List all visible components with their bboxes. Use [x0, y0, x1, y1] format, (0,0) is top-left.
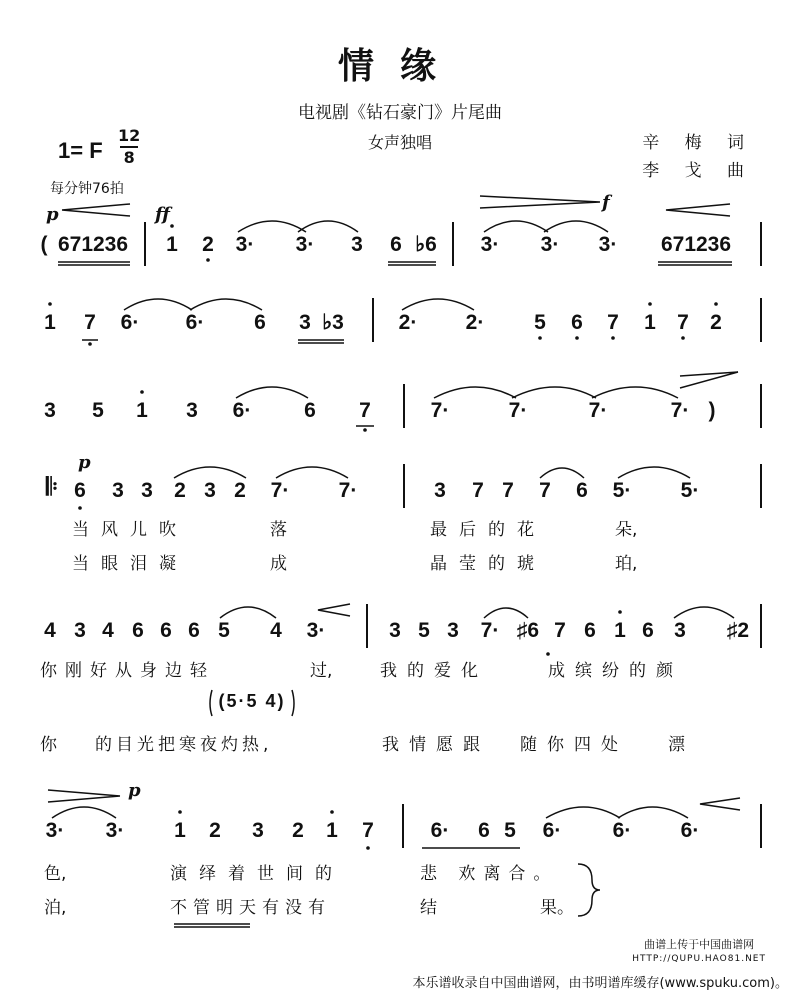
note: 3 [112, 479, 124, 502]
note: 1 [166, 233, 178, 256]
note: 1 [44, 311, 56, 334]
lyric-verse2: 结 [420, 898, 437, 918]
dynamic-ff: ff [155, 204, 170, 225]
note: 3 [434, 479, 446, 502]
note: 3 [44, 399, 56, 422]
note: 3· [295, 233, 315, 256]
song-subtitle: 电视剧《钻石豪门》片尾曲 [298, 103, 502, 123]
note: 3 [351, 233, 363, 256]
note: 7· [670, 399, 690, 422]
note: 6 [304, 399, 316, 422]
note: 6· [430, 819, 450, 842]
note: 5 [218, 619, 230, 642]
note: 2 [174, 479, 186, 502]
lyric-verse2: 果。 [540, 898, 574, 918]
note: 3 [447, 619, 459, 642]
note: 5 [418, 619, 430, 642]
note: 2 [710, 311, 722, 334]
note: 1 [326, 819, 338, 842]
note: 3 [299, 311, 311, 334]
note: 7 [554, 619, 566, 642]
lyric-verse1: 色, [44, 864, 67, 884]
note: 1 [174, 819, 186, 842]
time-numerator: 12 [118, 126, 141, 145]
composer-credit: 李 戈 曲 [642, 161, 754, 181]
source-notice: 本乐谱收录自中国曲谱网，由书明谱库缓存(www.spuku.com)。 [412, 976, 788, 991]
dynamic-p: p [46, 204, 59, 225]
site-url[interactable]: HTTP://QUPU.HAO81.NET [632, 954, 766, 964]
note: 6 [74, 479, 86, 502]
note: 6 [571, 311, 583, 334]
lyric-verse1: 你刚好从身边轻 [40, 661, 215, 681]
lyric-verse1: 成缤纷的颜 [548, 661, 683, 681]
note: 6 [132, 619, 144, 642]
open-paren: ( [40, 233, 48, 256]
note: 3· [306, 619, 326, 642]
note: 3· [235, 233, 255, 256]
note: 3 [204, 479, 216, 502]
note: 3 [186, 399, 198, 422]
lyric-verse2: 你 [40, 735, 57, 755]
note: 4 [102, 619, 114, 642]
note: 6· [542, 819, 562, 842]
note: 7 [359, 399, 371, 422]
lyric-verse2: 漂 [668, 735, 685, 755]
note: 2 [209, 819, 221, 842]
note: 7 [362, 819, 374, 842]
lyricist-credit: 辛 梅 词 [642, 133, 754, 153]
note: 3· [105, 819, 125, 842]
note: 7· [338, 479, 358, 502]
note: 7 [539, 479, 551, 502]
lyric-verse1: 当风儿吹 [72, 520, 188, 540]
key-signature: 1= F [58, 138, 103, 163]
note: 2 [202, 233, 214, 256]
lyric-verse2: 泊, [44, 898, 67, 918]
note: 4 [44, 619, 56, 642]
note: 7 [84, 311, 96, 334]
note: 6 [160, 619, 172, 642]
repeat-start-sign: 𝄆 [46, 474, 58, 501]
note: 3· [45, 819, 65, 842]
note: 6· [185, 311, 205, 334]
note: 7 [502, 479, 514, 502]
lyric-verse2: 随你四处 [520, 735, 628, 755]
note: 1 [644, 311, 656, 334]
note: 7 [677, 311, 689, 334]
note: 5 [534, 311, 546, 334]
note: 3 [252, 819, 264, 842]
note: 6· [232, 399, 252, 422]
note: ♭6 [415, 233, 437, 256]
note: 3· [540, 233, 560, 256]
note: 5· [612, 479, 632, 502]
note: 2 [292, 819, 304, 842]
alternate-notes: (5·5 4) [218, 691, 286, 711]
lyric-verse2: 的目光把寒夜灼热, [95, 735, 273, 755]
note: 4 [270, 619, 282, 642]
note: 1 [614, 619, 626, 642]
note: 7· [588, 399, 608, 422]
tempo-marking: 每分钟76拍 [50, 181, 124, 197]
note: 3· [480, 233, 500, 256]
note: 2 [234, 479, 246, 502]
note: 3 [74, 619, 86, 642]
dynamic-p: p [78, 452, 91, 473]
intro-motif: 671236 [57, 233, 129, 256]
song-title: 情缘 [337, 45, 462, 87]
performer-label: 女声独唱 [367, 133, 432, 152]
lyric-verse2: 珀, [615, 554, 638, 574]
note: 6 [642, 619, 654, 642]
lyric-verse1: 演绎着世间的 [170, 864, 344, 884]
note: 3 [389, 619, 401, 642]
note: 7 [607, 311, 619, 334]
dynamic-f: f [602, 192, 610, 213]
note: 6· [120, 311, 140, 334]
note: 3 [674, 619, 686, 642]
note: 6 [576, 479, 588, 502]
note: ♯2 [726, 619, 750, 642]
note: 5· [680, 479, 700, 502]
note: 5 [504, 819, 516, 842]
note: 7· [480, 619, 500, 642]
note: ♯6 [516, 619, 540, 642]
time-denominator: 8 [123, 148, 135, 167]
note: 6 [188, 619, 200, 642]
lyric-verse1: 悲 欢离合。 [420, 864, 559, 884]
note: 2· [465, 311, 485, 334]
note: 6 [254, 311, 266, 334]
lyric-verse1: 过, [310, 661, 333, 681]
note: 3· [598, 233, 618, 256]
note: 3 [141, 479, 153, 502]
note: 6 [584, 619, 596, 642]
dynamic-p: p [128, 780, 141, 801]
lyric-verse1: 落 [270, 520, 287, 540]
lyric-verse1: 朵, [615, 520, 638, 540]
note: 7 [472, 479, 484, 502]
note: 1 [136, 399, 148, 422]
note: 7· [270, 479, 290, 502]
note: ♭3 [322, 311, 344, 334]
lyric-verse1: 最后的花 [430, 520, 546, 540]
lyric-verse2: 晶莹的琥 [430, 554, 546, 574]
upload-text: 曲谱上传于中国曲谱网 [644, 938, 755, 951]
note: 2· [398, 311, 418, 334]
note: 6 [390, 233, 402, 256]
lyric-verse2: 当眼泪凝 [72, 554, 188, 574]
note: 5 [92, 399, 104, 422]
lyric-verse2: 我情愿跟 [382, 735, 490, 755]
note: 6· [612, 819, 632, 842]
intro-motif: 671236 [660, 233, 732, 256]
lyric-verse2: 不管明天有没有 [170, 898, 331, 918]
lyric-verse2: 成 [270, 554, 287, 574]
note: 6 [478, 819, 490, 842]
note: 7· [430, 399, 450, 422]
note: 7· [508, 399, 528, 422]
lyric-verse1: 我的爱化 [380, 661, 488, 681]
note: 6· [680, 819, 700, 842]
close-paren: ) [708, 399, 716, 422]
